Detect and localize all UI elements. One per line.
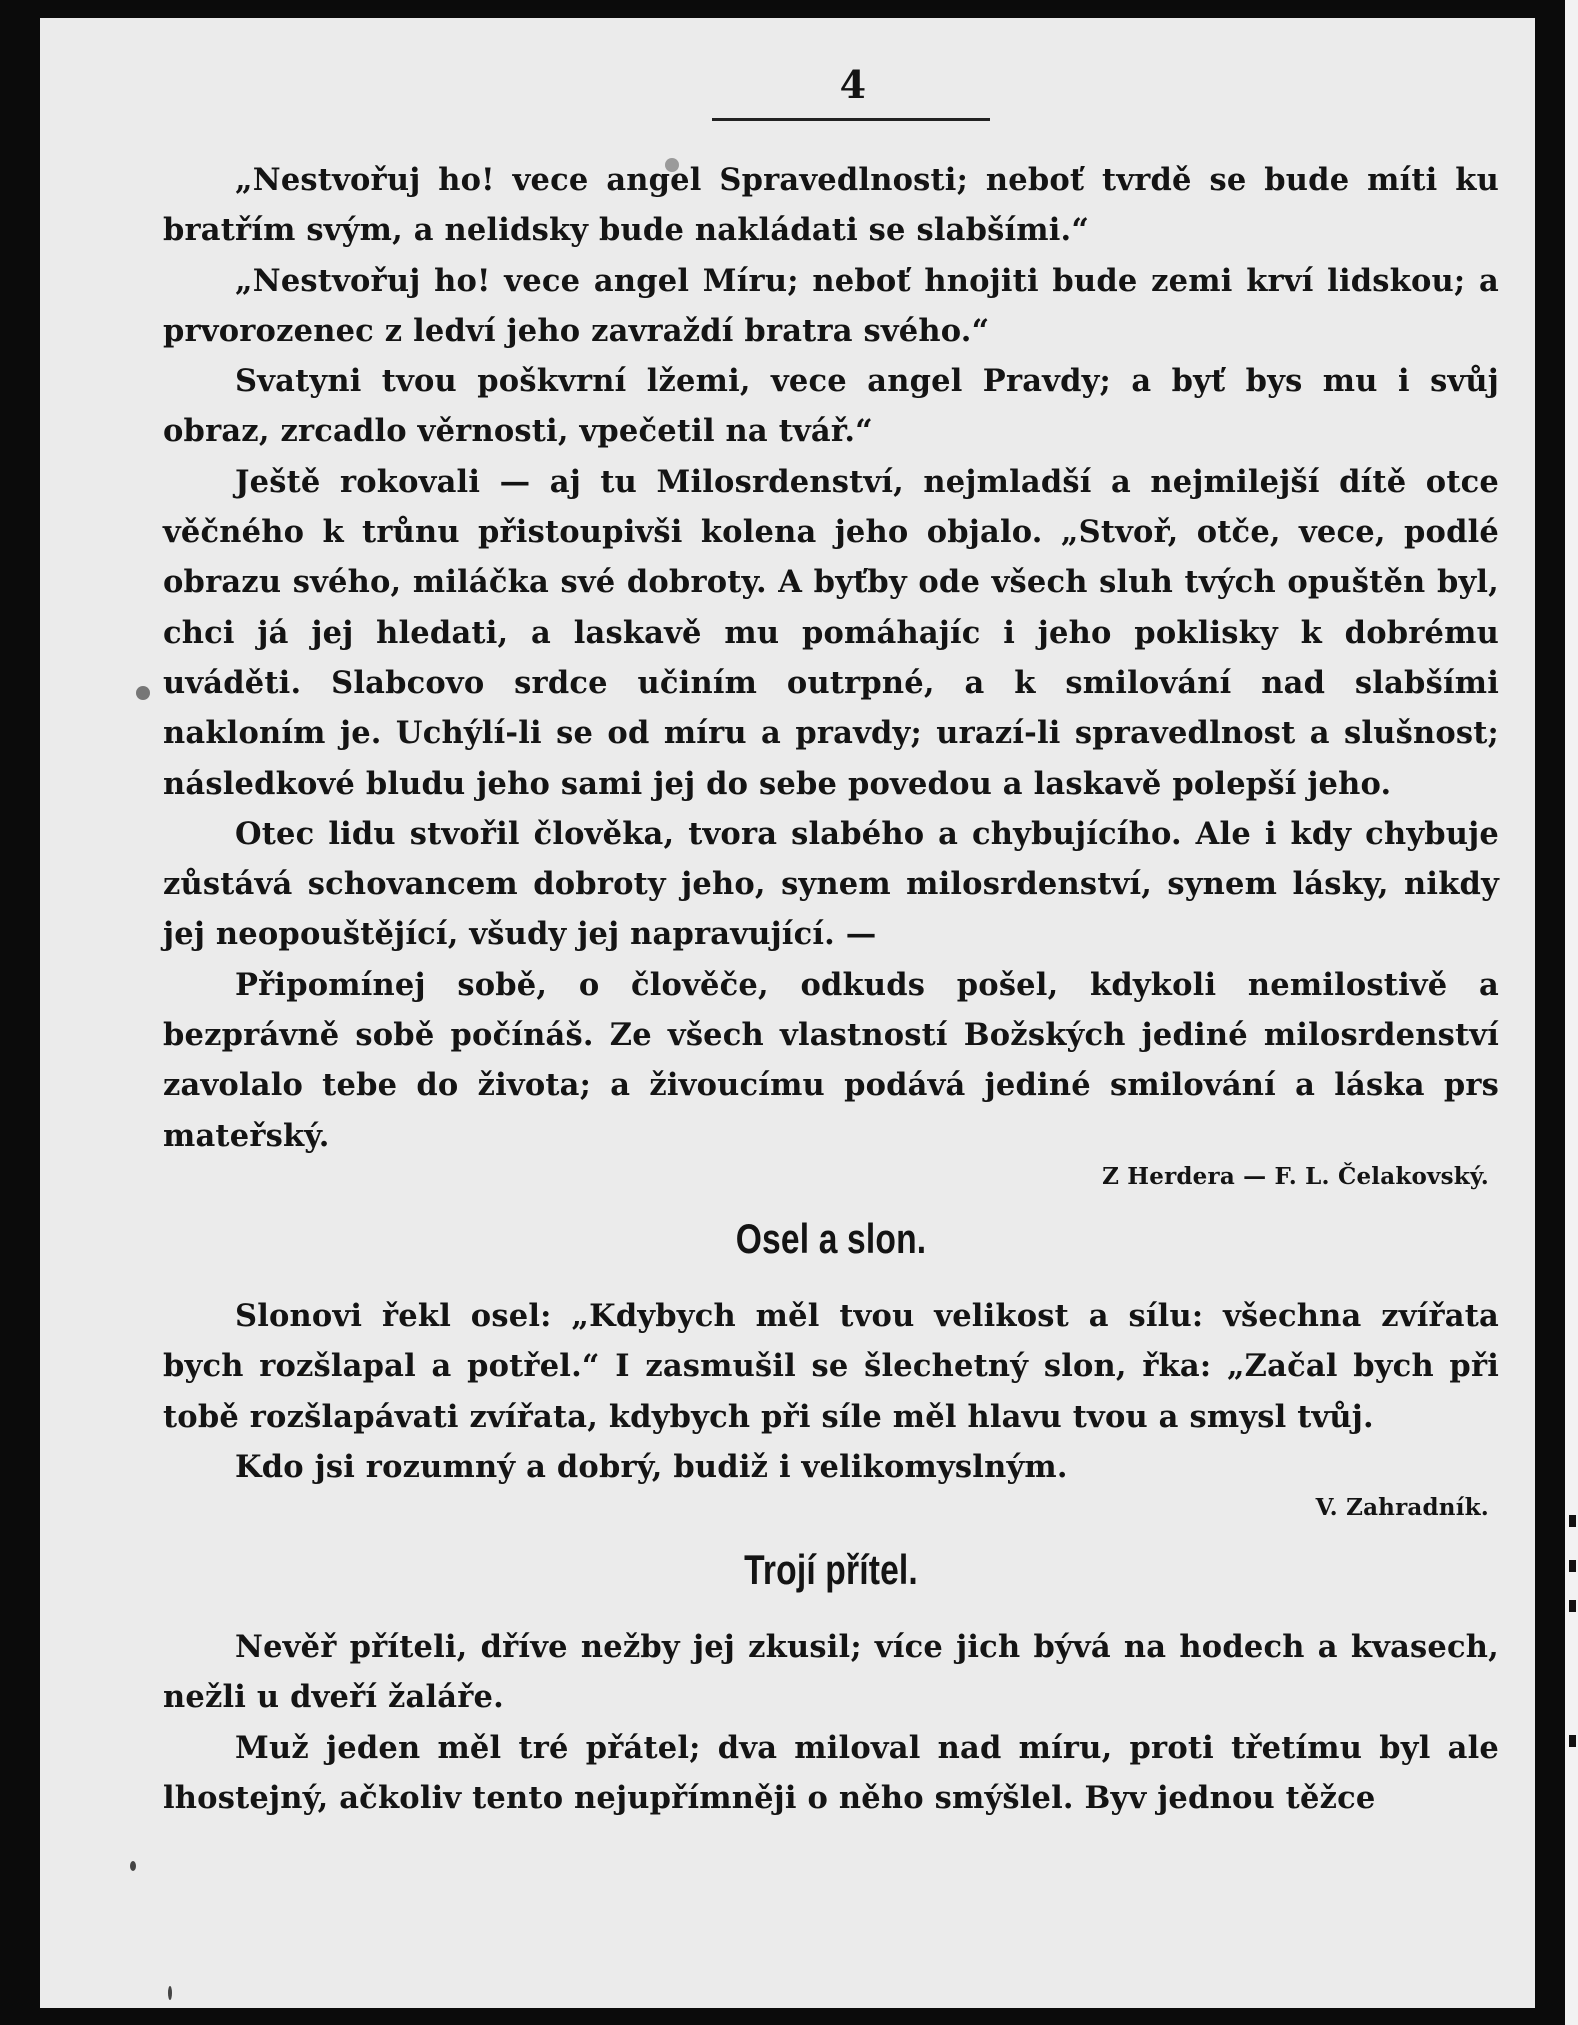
paragraph: Kdo jsi rozumný a dobrý, budiž i velikomyslným. xyxy=(235,1448,1068,1485)
section-herder xyxy=(163,155,1499,1199)
edge-mark xyxy=(1569,1600,1576,1612)
paragraph: Slonovi řekl osel: „Kdybych měl tvou velikost a sílu: všechna zvířata bych rozšlapal a potřel.“ I zasmušil se šlechetný slon, řka: „Začal bych při tobě rozšlapávati zvířata, kdybych při síle měl hlavu tvou a smysl tvůj. xyxy=(163,1297,1499,1435)
section-osel-a-slon xyxy=(163,1209,1499,1530)
section-title: Osel a slon. xyxy=(735,1214,927,1262)
paragraph: Ještě rokovali — aj tu Milosrdenství, nejmladší a nejmilejší dítě otce věčného k trůnu přistoupivši kolena jeho objalo. „Stvoř, otče, vece, podlé obrazu svého, miláčka své dobroty. A byťby ode všech sluh tvých opuštěn byl, chci já jej hledati, a laskavě mu pomáhajíc i jeho poklisky k dobrému uváděti. Slabcovo srdce učiním outrpné, a k smilování nad slabšími nakloním je. Uchýlí-li se od míru a pravdy; urazí-li spravedlnost a slušnost; následkové bludu jeho sami jej do sebe povedou a laskavě polepší jeho. xyxy=(163,463,1499,802)
section-title: Trojí přítel. xyxy=(744,1546,918,1594)
paragraph: Svatyni tvou poškvrní lžemi, vece angel Pravdy; a byť bys mu i svůj obraz, zrcadlo věrnosti, vpečetil na tvář.“ xyxy=(163,363,1499,450)
paragraph: Otec lidu stvořil člověka, tvora slabého a chybujícího. Ale i kdy chybuje zůstává schovancem dobroty jeho, synem milosrdenství, synem lásky, nikdy jej neopouštějící, všudy jej napravující. — xyxy=(163,815,1499,953)
paragraph: „Nestvořuj ho! vece angel Míru; neboť hnojiti bude zemi krví lidskou; a prvorozenec z ledví jeho zavraždí bratra svého.“ xyxy=(163,262,1499,349)
paragraph: „Nestvořuj ho! vece angel Spravedlnosti; neboť tvrdě se bude míti ku bratřím svým, a nelidsky bude nakládati se slabšími.“ xyxy=(163,162,1499,249)
page-number: 4 xyxy=(839,62,867,107)
section-troji-pritel xyxy=(163,1540,1499,1823)
edge-mark xyxy=(1569,1560,1576,1572)
paragraph: Muž jeden měl tré přátel; dva miloval nad míru, proti třetímu byl ale lhostejný, ačkoliv tento nejupřímněji o něho smýšlel. Byv jednou těžce xyxy=(163,1729,1499,1817)
adjacent-page-edge xyxy=(1565,0,1578,2025)
header-rule xyxy=(712,118,990,121)
paragraph: Nevěř příteli, dříve nežby jej zkusil; více jich bývá na hodech a kvasech, nežli u dveří žaláře. xyxy=(163,1629,1499,1716)
edge-mark xyxy=(1569,1515,1576,1527)
paragraph: Připomínej sobě, o člověče, odkuds pošel, kdykoli nemilostivě a bezprávně sobě počínáš. Ze všech vlastností Božských jediné milosrdenství zavolalo tebe do života; a živoucímu podává jediné smilování a láska prs mateřský. xyxy=(163,966,1499,1154)
document-content xyxy=(163,60,1499,1823)
signature: V. Zahradník. xyxy=(1315,1494,1489,1522)
signature: Z Herdera — F. L. Čelakovský. xyxy=(1102,1162,1489,1190)
edge-mark xyxy=(1569,1735,1576,1747)
